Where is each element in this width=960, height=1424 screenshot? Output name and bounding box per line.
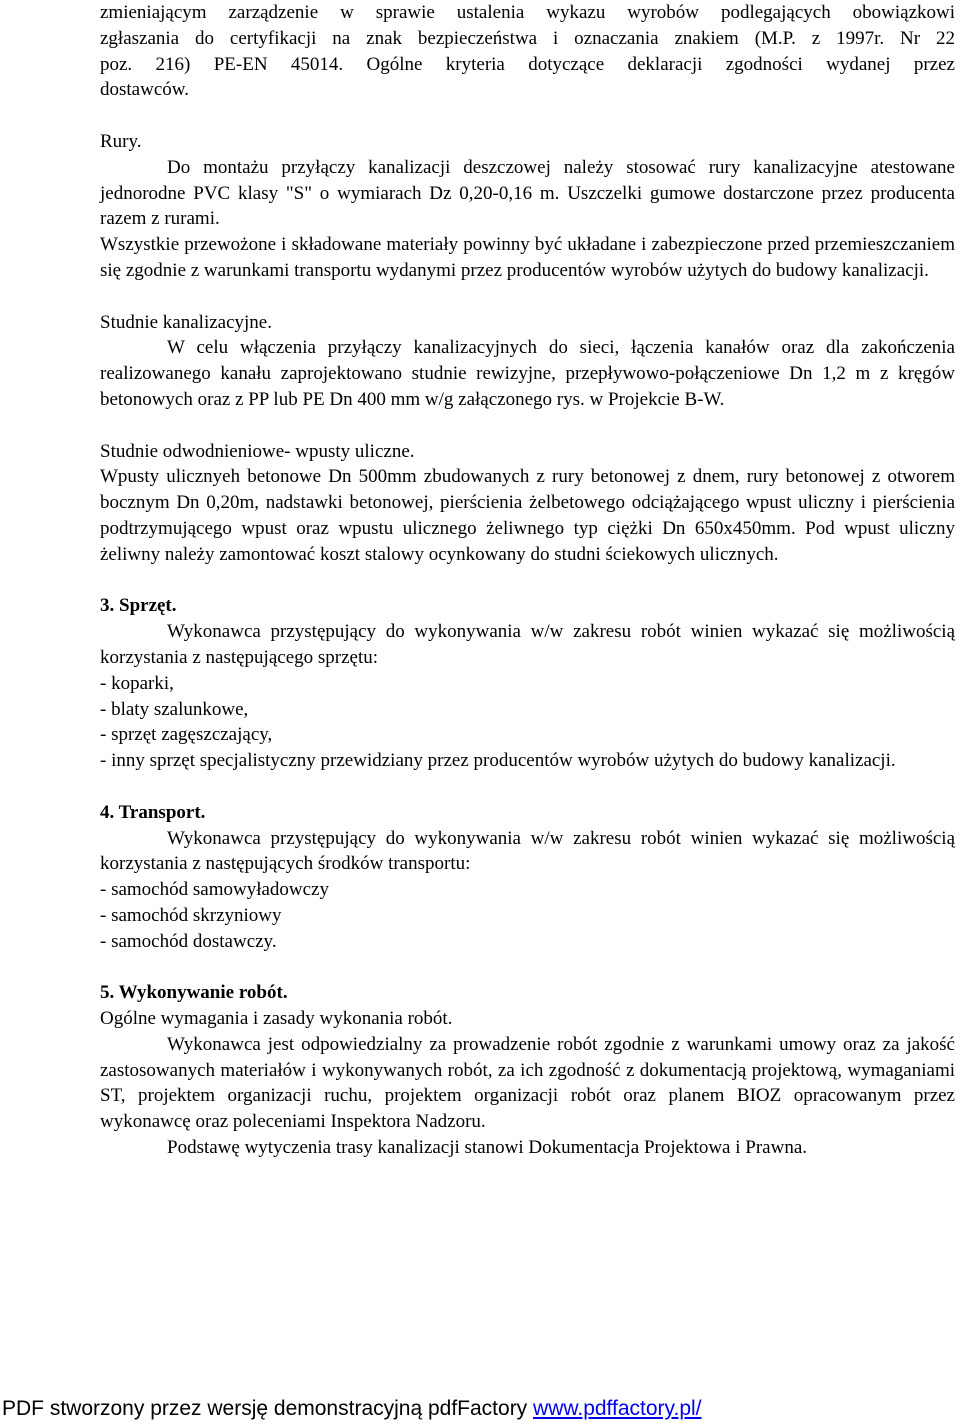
footer-link[interactable]: www.pdffactory.pl/ <box>533 1397 702 1420</box>
studnie-paragraph: W celu włączenia przyłączy kanalizacyjnych do sieci, łączenia kanałów oraz dla zakończenia realizowanego kanału zaprojektowano studnie rewizyjne, przepływowo-połączeniowe Dn 1,2 m z kręgów betonowych oraz z PP lub PE Dn 400 mm w/g załączonego rys. w Projekcie B-W. <box>100 337 955 410</box>
roboty-paragraph-1: Wykonawca jest odpowiedzialny za prowadzenie robót zgodnie z warunkami umowy oraz za jakość zastosowanych materiałów i wykonywanych robót, za ich zgodność z dokumentacją projektową, wymaganiami ST, projektem organizacji ruchu, projektem organizacji robót oraz planem BIOZ opracowanym przez wykonawcę oraz poleceniami Inspektora Nadzoru. <box>100 1033 955 1133</box>
wpusty-paragraph: Wpusty ulicznyeh betonowe Dn 500mm zbudowanych z rury betonowej z dnem, rury betonowej z otworem bocznym Dn 0,20m, nadstawki betonowej, pierścienia żelbetowego odciążającego wpust uliczny i pierścienia podtrzymującego wpust oraz wpustu ulicznego żeliwnego typ ciężki Dn 650x450mm. Pod wpust uliczny żeliwny należy zamontować koszt stalowy ocynkowany do studni ściekowych ulicznych. <box>100 466 955 565</box>
roboty-paragraph-2: Podstawę wytyczenia trasy kanalizacji stanowi Dokumentacja Projektowa i Prawna. <box>167 1137 807 1159</box>
sprzet-heading: 3. Sprzęt. <box>100 595 177 617</box>
sprzet-list <box>100 671 955 774</box>
rury-paragraph-2: Wszystkie przewożone i składowane materiały powinny być układane i zabezpieczone przed przemieszczaniem się zgodnie z warunkami transportu wydanymi przez producentów wyrobów użytych do budowy kanalizacji. <box>100 234 955 281</box>
rury-heading: Rury. <box>100 130 142 152</box>
intro-line-2: zgłaszania do certyfikacji na znak bezpieczeństwa i oznaczania znakiem (M.P. z 1997r. Nr 22 <box>100 27 955 49</box>
transport-heading: 4. Transport. <box>100 801 206 823</box>
transport-list <box>100 877 955 954</box>
list-item: - koparki, <box>100 672 174 694</box>
roboty-heading: 5. Wykonywanie robót. <box>100 982 288 1004</box>
studnie-heading: Studnie kanalizacyjne. <box>100 311 272 333</box>
rury-paragraph-1: Do montażu przyłączy kanalizacji deszczowej należy stosować rury kanalizacyjne atestowane jednorodne PVC klasy "S" o wymiarach Dz 0,20-0,16 m. Uszczelki gumowe dostarczone przez producenta razem z rurami. <box>100 156 955 230</box>
list-item: - samochód dostawczy. <box>100 930 277 952</box>
intro-line-3: poz. 216) PE-EN 45014. Ogólne kryteria dotyczące deklaracji zgodności wydanej przez <box>100 53 955 75</box>
list-item: - inny sprzęt specjalistyczny przewidziany przez producentów wyrobów użytych do budowy kanalizacji. <box>100 750 896 772</box>
intro-line-1: zmieniającym zarządzenie w sprawie ustalenia wykazu wyrobów podlegających obowiązkowi <box>100 2 955 23</box>
sprzet-intro: Wykonawca przystępujący do wykonywania w/w zakresu robót winien wykazać się możliwością korzystania z następującego sprzętu: <box>100 621 955 668</box>
transport-intro: Wykonawca przystępujący do wykonywania w/w zakresu robót winien wykazać się możliwością korzystania z następujących środków transportu: <box>100 827 955 875</box>
pdf-footer <box>2 1396 958 1422</box>
roboty-subheading: Ogólne wymagania i zasady wykonania robót. <box>100 1008 453 1030</box>
footer-text: PDF stworzony przez wersję demonstracyjną pdfFactory <box>2 1397 534 1420</box>
list-item: - samochód samowyładowczy <box>100 879 329 901</box>
list-item: - sprzęt zagęszczający, <box>100 724 273 746</box>
list-item: - samochód skrzyniowy <box>100 904 282 926</box>
wpusty-heading: Studnie odwodnieniowe- wpusty uliczne. <box>100 440 415 462</box>
list-item: - blaty szalunkowe, <box>100 698 249 720</box>
intro-line-4: dostawców. <box>100 79 189 101</box>
document-page <box>100 0 955 1161</box>
